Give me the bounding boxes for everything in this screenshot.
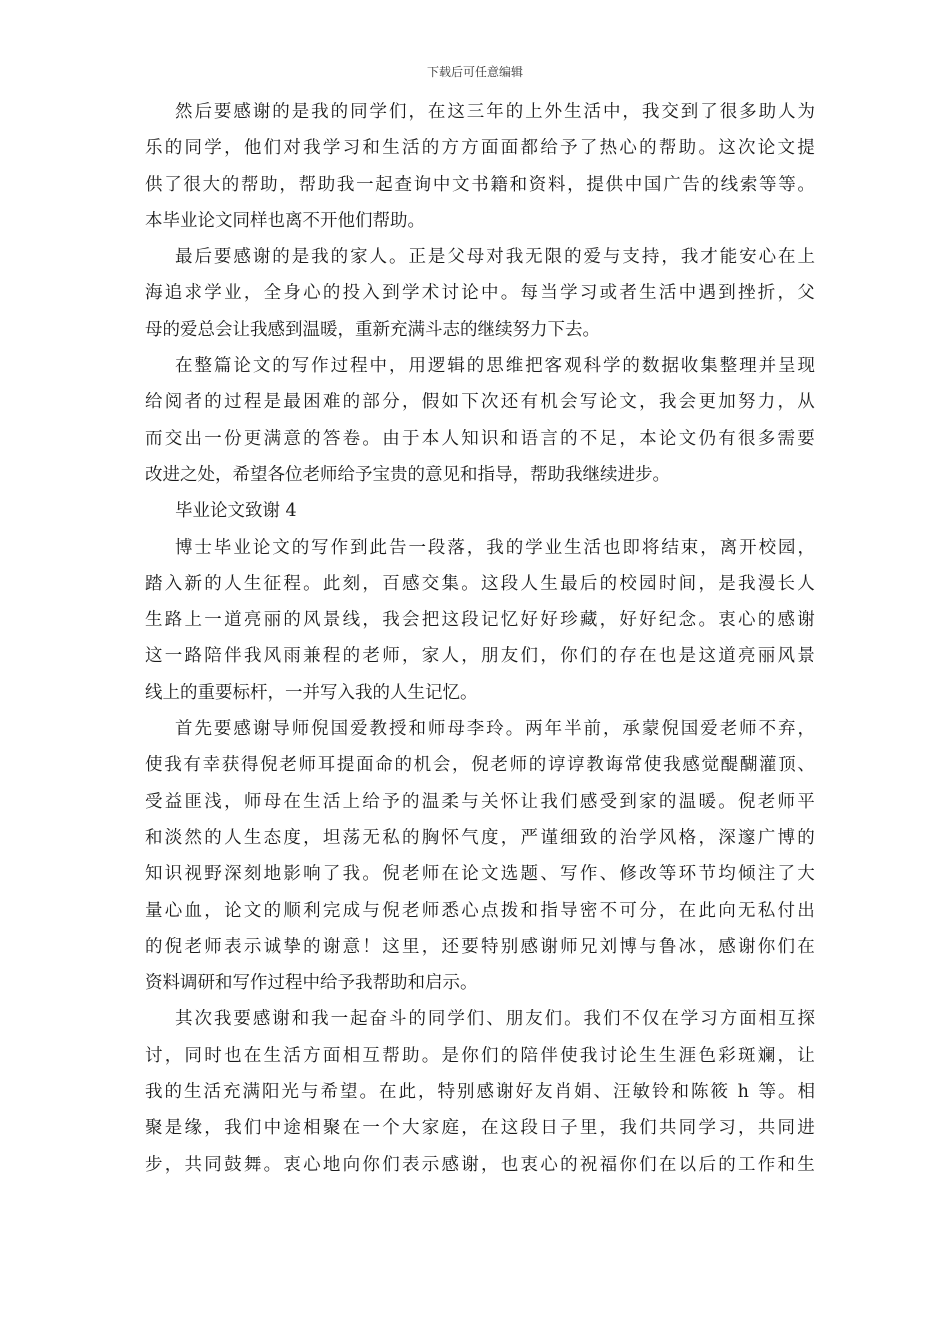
text-line: 资料调研和写作过程中给予我帮助和启示。 (145, 973, 478, 994)
text-line: 这 一 路 陪 伴 我 风 雨 兼 程 的 老 师 ， 家 人 ， 朋 友 们 ， 你 们 的 存 在 也 是 这 道 亮 丽 风 景 (145, 646, 815, 667)
text-line: 步 ， 共 同 鼓 舞 。 衷 心 地 向 你 们 表 示 感 谢 ， 也 衷 心 的 祝 福 你 们 在 以 后 的 工 作 和 生 (145, 1154, 815, 1175)
text-line: 供 了 很 大 的 帮 助 ， 帮 助 我 一 起 查 询 中 文 书 籍 和 资 料 ， 提 供 中 国 广 告 的 线 索 等 等 。 (145, 174, 815, 195)
text-line: 在 整 篇 论 文 的 写 作 过 程 中 ， 用 逻 辑 的 思 维 把 客 观 科 学 的 数 据 收 集 整 理 并 呈 现 (175, 356, 815, 377)
text-line: 最 后 要 感 谢 的 是 我 的 家 人 。 正 是 父 母 对 我 无 限 的 爱 与 支 持 ， 我 才 能 安 心 在 上 (175, 247, 815, 268)
text-line: 受 益 匪 浅 ， 师 母 在 生 活 上 给 予 的 温 柔 与 关 怀 让 我 们 感 受 到 家 的 温 暖 。 倪 老 师 平 (145, 791, 815, 812)
text-line: 海 追 求 学 业 ， 全 身 心 的 投 入 到 学 术 讨 论 中 。 每 当 学 习 或 者 生 活 中 遇 到 挫 折 ， 父 (145, 283, 815, 304)
text-line: 本毕业论文同样也离不开他们帮助。 (145, 210, 425, 231)
text-line: 其 次 我 要 感 谢 和 我 一 起 奋 斗 的 同 学 们 、 朋 友 们 。 我 们 不 仅 在 学 习 方 面 相 互 探 (175, 1009, 815, 1030)
text-line: 知 识 视 野 深 刻 地 影 响 了 我 。 倪 老 师 在 论 文 选 题 、 写 作 、 修 改 等 环 节 均 倾 注 了 大 (145, 864, 815, 885)
text-line: 然 后 要 感 谢 的 是 我 的 同 学 们 ， 在 这 三 年 的 上 外 生 活 中 ， 我 交 到 了 很 多 助 人 为 (175, 102, 815, 122)
text-line: 博 士 毕 业 论 文 的 写 作 到 此 告 一 段 落 ， 我 的 学 业 生 活 也 即 将 结 束 ， 离 开 校 园 ， (175, 537, 815, 558)
text-line: 和 淡 然 的 人 生 态 度 ， 坦 荡 无 私 的 胸 怀 气 度 ， 严 谨 细 致 的 治 学 风 格 ， 深 邃 广 博 的 (145, 827, 815, 848)
text-line: 使 我 有 幸 获 得 倪 老 师 耳 提 面 命 的 机 会 ， 倪 老 师 的 谆 谆 教 诲 常 使 我 感 觉 醍 醐 灌 顶 、 (145, 755, 815, 776)
text-line: 踏 入 新 的 人 生 征 程 。 此 刻 ， 百 感 交 集 。 这 段 人 生 最 后 的 校 园 时 间 ， 是 我 漫 长 人 (145, 573, 815, 594)
text-line: 乐 的 同 学 ， 他 们 对 我 学 习 和 生 活 的 方 方 面 面 都 给 予 了 热 心 的 帮 助 。 这 次 论 文 提 (145, 138, 815, 159)
page-header: 下载后可任意编辑 (426, 65, 523, 79)
text-line: 首 先 要 感 谢 导 师 倪 国 爱 教 授 和 师 母 李 玲 。 两 年 半 前 ， 承 蒙 倪 国 爱 老 师 不 弃 ， (175, 719, 815, 740)
text-line: 线上的重要标杆，一并写入我的人生记忆。 (145, 682, 478, 703)
text-line: 的 倪 老 师 表 示 诚 挚 的 谢 意 ！ 这 里 ， 还 要 特 别 感 谢 师 兄 刘 博 与 鲁 冰 ， 感 谢 你 们 在 (145, 936, 815, 957)
text-line: 而 交 出 一 份 更 满 意 的 答 卷 。 由 于 本 人 知 识 和 语 言 的 不 足 ， 本 论 文 仍 有 很 多 需 要 (145, 428, 815, 449)
document-body (145, 94, 815, 1183)
text-line: 母的爱总会让我感到温暖，重新充满斗志的继续努力下去。 (145, 319, 600, 340)
text-line: 生 路 上 一 道 亮 丽 的 风 景 线 ， 我 会 把 这 段 记 忆 好 好 珍 藏 ， 好 好 纪 念 。 衷 心 的 感 谢 (145, 610, 815, 631)
text-line: 给 阅 者 的 过 程 是 最 困 难 的 部 分 ， 假 如 下 次 还 有 机 会 写 论 文 ， 我 会 更 加 努 力 ， 从 (145, 392, 815, 413)
text-line: 讨 ， 同 时 也 在 生 活 方 面 相 互 帮 助 。 是 你 们 的 陪 伴 使 我 讨 论 生 生 涯 色 彩 斑 斓 ， 让 (145, 1045, 815, 1066)
text-line: 我 的 生 活 充 满 阳 光 与 希 望 。 在 此 ， 特 别 感 谢 好 友 肖 娟 、 汪 敏 铃 和 陈 筱 h 等 。 相 (145, 1082, 815, 1103)
text-line: 聚 是 缘 ， 我 们 中 途 相 聚 在 一 个 大 家 庭 ， 在 这 段 日 子 里 ， 我 们 共 同 学 习 ， 共 同 进 (145, 1118, 815, 1139)
text-line: 量 心 血 ， 论 文 的 顺 利 完 成 与 倪 老 师 悉 心 点 拨 和 指 导 密 不 可 分 ， 在 此 向 无 私 付 出 (145, 900, 815, 921)
text-line: 毕业论文致谢 4 (175, 501, 297, 522)
text-line: 改进之处，希望各位老师给予宝贵的意见和指导，帮助我继续进步。 (145, 464, 670, 485)
